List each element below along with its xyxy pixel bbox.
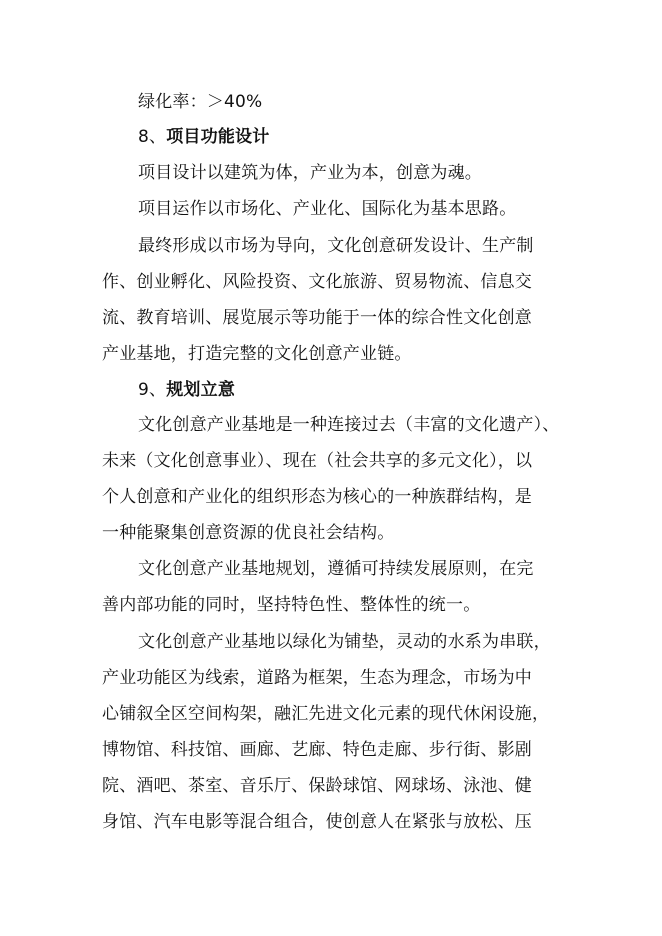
paragraph-line: 文化创意产业基地是一种连接过去（丰富的文化遗产）、: [138, 415, 560, 435]
section-heading-9: [138, 380, 235, 400]
paragraph-line: 最终形成以市场为导向，文化创意研发设计、生产制: [138, 236, 534, 256]
paragraph-line: 心铺叙全区空间构架，融汇先进文化元素的现代休闲设施，: [102, 704, 550, 724]
paragraph-line: 流、教育培训、展览展示等功能于一体的综合性文化创意: [102, 308, 532, 328]
paragraph-line: 未来（文化创意事业）、现在（社会共享的多元文化），以: [102, 451, 533, 471]
section-heading-8: [138, 127, 269, 147]
paragraph-line: 博物馆、科技馆、画廊、艺廊、特色走廊、步行街、影剧: [102, 740, 532, 760]
green-rate-line: 绿化率：＞40%: [138, 92, 263, 112]
paragraph-line: 身馆、汽车电影等混合组合，使创意人在紧张与放松、压: [102, 812, 532, 832]
paragraph-line: 一种能聚集创意资源的优良社会结构。: [102, 523, 395, 543]
section-number-9: 9、: [138, 380, 167, 400]
paragraph-line: 作、创业孵化、风险投资、文化旅游、贸易物流、信息交: [102, 272, 532, 292]
paragraph-line: 产业功能区为线索，道路为框架，生态为理念，市场为中: [102, 668, 532, 688]
paragraph-line: 善内部功能的同时，坚持特色性、整体性的统一。: [102, 595, 481, 615]
paragraph-line: 个人创意和产业化的组织形态为核心的一种族群结构，是: [102, 487, 532, 507]
paragraph-line: 院、酒吧、茶室、音乐厅、保龄球馆、网球场、泳池、健: [102, 776, 532, 796]
paragraph-line: 项目运作以市场化、产业化、国际化为基本思路。: [138, 199, 517, 219]
paragraph-line: 项目设计以建筑为体，产业为本，创意为魂。: [138, 163, 482, 183]
paragraph-line: 产业基地，打造完整的文化创意产业链。: [102, 344, 412, 364]
section-number-8: 8、: [138, 127, 167, 147]
paragraph-line: 文化创意产业基地以绿化为铺垫，灵动的水系为串联，: [138, 632, 551, 652]
paragraph-line: 文化创意产业基地规划，遵循可持续发展原则，在完: [138, 559, 534, 579]
section-title-8: 项目功能设计: [166, 127, 270, 147]
section-title-9: 规划立意: [166, 380, 236, 400]
